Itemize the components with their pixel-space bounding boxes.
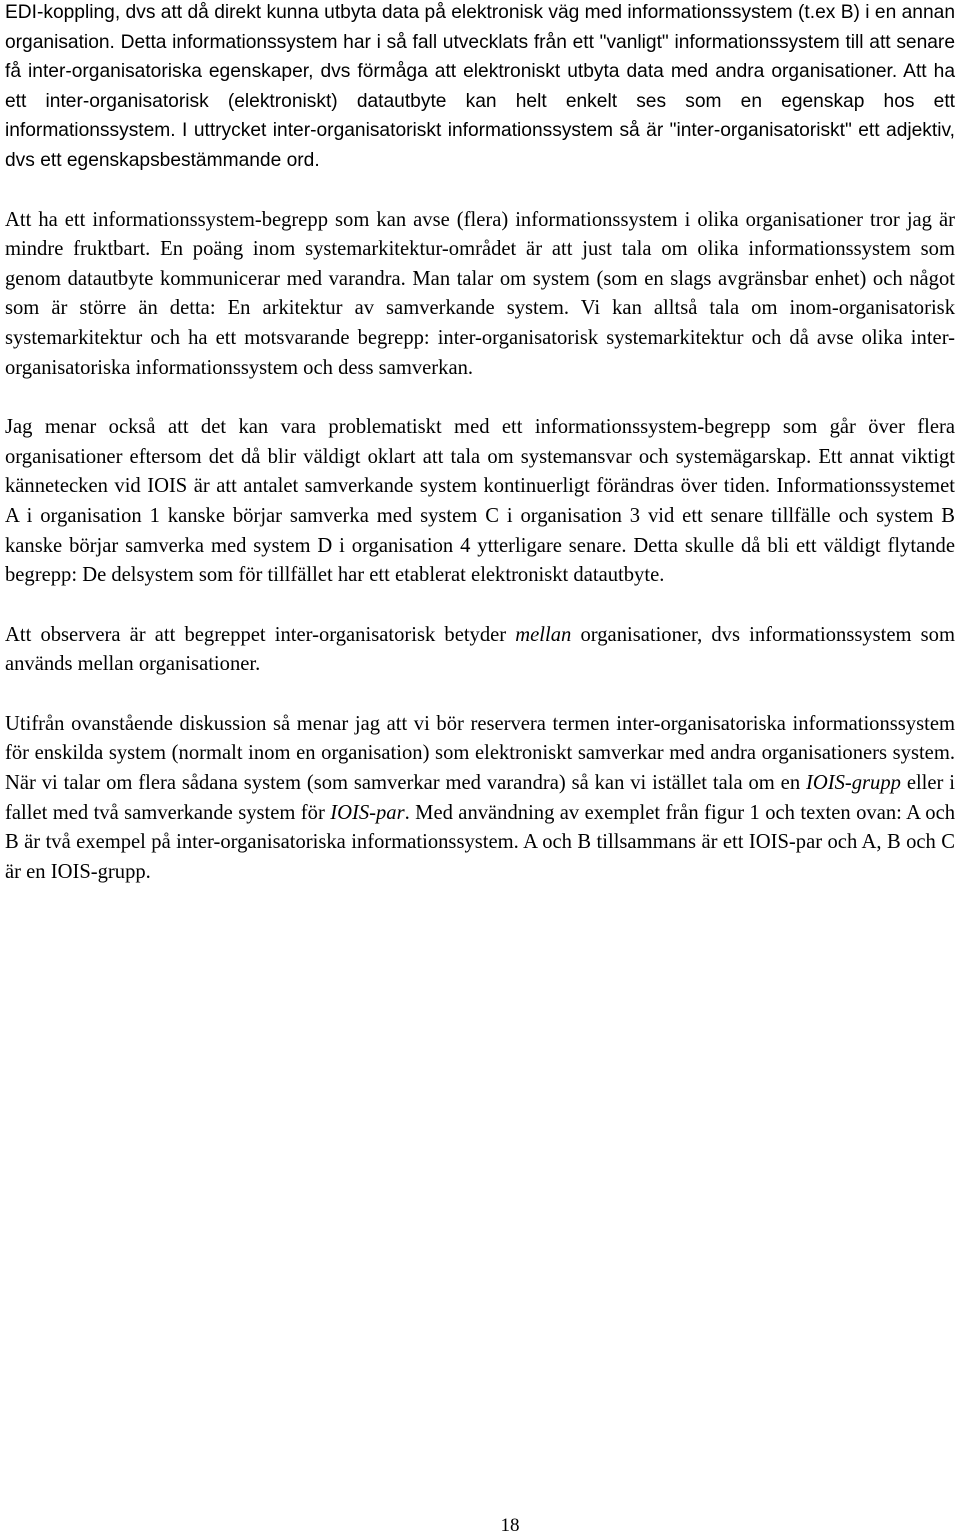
paragraph-edi-koppling: EDI-koppling, dvs att då direkt kunna utbyta data på elektronisk väg med informationssystem (t.ex B) i en annan organisation. Detta informationssystem har i så fall utvecklats från ett "vanligt" informationssystem till att senare få inter-organisatoriska egenskaper, dvs förmåga att elektroniskt utbyta data med andra organisationer. Att ha ett inter-organisatorisk (elektroniskt) datautbyte kan helt enkelt ses som en egenskap hos ett informationssystem. I uttrycket inter-organisatoriskt informationssystem så är "inter-organisatoriskt" ett adjektiv, dvs ett egenskapsbestämmande ord. [5, 2, 955, 171]
paragraph-problematiskt: Jag menar också att det kan vara problematiskt med ett informationssystem-begrepp som går över flera organisationer eftersom det då blir väldigt oklart att tala om systemansvar och systemägarskap. Ett annat viktigt kännetecken vid IOIS är att antalet samverkande system kontinuerligt förändras över tiden. Informationssystemet A i organisation 1 kanske börjar samverka med system C i organisation 3 vid ett senare tillfälle och system B kanske börjar samverka med system D i organisation 4 ytterligare senare. Detta skulle då bli ett väldigt flytande begrepp: De delsystem som för tillfället har ett etablerat elektroniskt datautbyte. [5, 416, 955, 587]
paragraph-observera-text-before: Att observera är att begreppet inter-organisatorisk betyder [5, 623, 516, 646]
paragraph-utifran-text-middle: eller i fallet med två samverkande system för [5, 772, 955, 824]
paragraph-observera-text-after: organisationer, dvs informationssystem som används mellan organisationer. [5, 623, 956, 676]
paragraph-utifran-text-after: . Med användning av exemplet från figur 1 och texten ovan: A och B är två exempel på inter-organisatoriska informationssystem. A och B tillsammans är ett IOIS-par och A, B och C är en IOIS-grupp. [5, 801, 956, 883]
emphasis-iois-par: IOIS-par [330, 801, 405, 824]
paragraph-utifran-text-before: Utifrån ovanstående diskussion så menar jag att vi bör reservera termen inter-organisatoriska informationssystem för enskilda system (normalt inom en organisation) som elektroniskt samverkar med andra organisationers system. När vi talar om flera sådana system (som samverkar med varandra) så kan vi istället tala om en [5, 712, 955, 795]
paragraph-utifran [5, 710, 955, 888]
document-page [5, 0, 955, 887]
page-number: 18 [500, 1515, 520, 1536]
emphasis-iois-grupp: IOIS-grupp [806, 772, 901, 795]
paragraph-informationssystem-begrepp: Att ha ett informationssystem-begrepp som kan avse (flera) informationssystem i olika organisationer tror jag är mindre fruktbart. En poäng inom systemarkitektur-området är att just tala om olika informationssystem som genom datautbyte kommunicerar med varandra. Man talar om system (som en slags avgränsbar enhet) och något som är större än detta: En arkitektur av samverkande system. Vi kan alltså tala om inom-organisatorisk systemarkitektur och ha ett motsvarande begrepp: inter-organisatorisk systemarkitektur och då avse olika inter-organisatoriska informationssystem och dess samverkan. [5, 208, 955, 379]
emphasis-mellan: mellan [515, 623, 572, 646]
paragraph-observera [5, 621, 955, 680]
